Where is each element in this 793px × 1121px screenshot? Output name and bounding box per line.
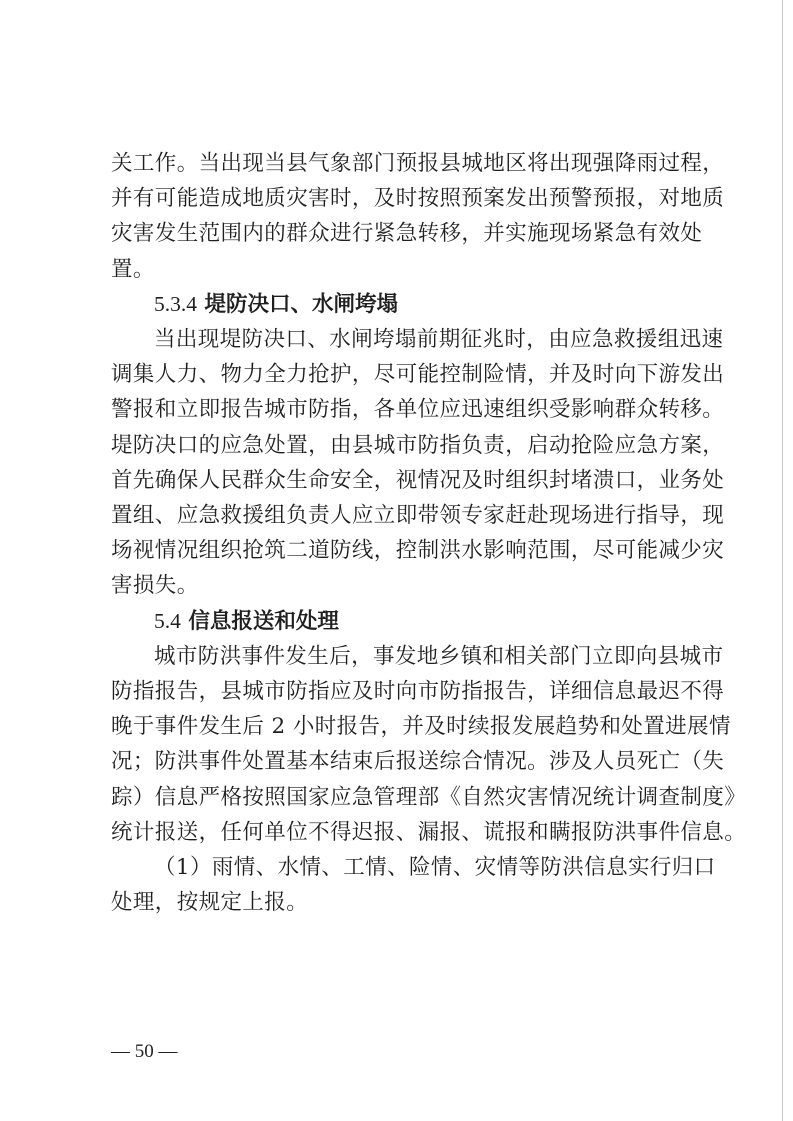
text-line: 置。 — [111, 256, 155, 282]
section-heading-5-3-4 — [111, 287, 689, 322]
text-line: 统计报送，任何单位不得迟报、漏报、谎报和瞒报防洪事件信息。 — [111, 819, 747, 845]
text-line: 灾害发生范围内的群众进行紧急转移，并实施现场紧急有效处 — [111, 221, 703, 247]
section-heading-5-4 — [111, 604, 689, 639]
paragraph-item-1 — [111, 850, 716, 920]
text-line: 踪）信息严格按照国家应急管理部《自然灾害情况统计调查制度》 — [111, 784, 747, 810]
section-number: 5.3.4 — [154, 291, 197, 316]
text-line: 场视情况组织抢筑二道防线，控制洪水影响范围，尽可能减少灾 — [111, 538, 725, 564]
text-line: 首先确保人民群众生命安全，视情况及时组织封堵溃口，业务处 — [111, 467, 725, 493]
text-line: （1）雨情、水情、工情、险情、灾情等防洪信息实行归口 — [154, 855, 716, 881]
section-title: 信息报送和处理 — [188, 608, 339, 634]
text-line: 调集人力、物力全力抢护，尽可能控制险情，并及时向下游发出 — [111, 362, 725, 388]
text-line: 关工作。当出现当县气象部门预报县城地区将出现强降雨过程， — [111, 151, 725, 176]
paragraph-information-reporting — [111, 639, 747, 850]
section-number: 5.4 — [154, 608, 181, 633]
text-line: 况；防洪事件处置基本结束后报送综合情况。涉及人员死亡（失 — [111, 749, 725, 775]
page-number: — 50 — — [111, 1041, 178, 1062]
text-line: 害损失。 — [111, 573, 199, 599]
text-line: 警报和立即报告城市防指，各单位应迅速组织受影响群众转移。 — [111, 397, 725, 423]
text-line: 晚于事件发生后 2 小时报告，并及时续报发展趋势和处置进展情 — [111, 714, 731, 740]
text-line: 防指报告，县城市防指应及时向市防指报告，详细信息最迟不得 — [111, 679, 725, 705]
text-line: 当出现堤防决口、水闸垮塌前期征兆时，由应急救援组迅速 — [154, 327, 724, 353]
text-line: 堤防决口的应急处置，由县城市防指负责，启动抢险应急方案， — [111, 432, 725, 458]
text-line: 置组、应急救援组负责人应立即带领专家赶赴现场进行指导，现 — [111, 503, 725, 529]
paragraph-geologic-hazard-continuation — [111, 146, 725, 287]
text-line: 并有可能造成地质灾害时，及时按照预案发出预警预报，对地质 — [111, 186, 725, 212]
text-line: 处理，按规定上报。 — [111, 890, 309, 916]
paragraph-embankment-breach — [111, 322, 725, 604]
document-body — [111, 146, 747, 920]
section-title: 堤防决口、水闸垮塌 — [204, 291, 399, 317]
scan-edge-line — [782, 0, 783, 1121]
text-line: 城市防洪事件发生后，事发地乡镇和相关部门立即向县城市 — [154, 643, 724, 669]
